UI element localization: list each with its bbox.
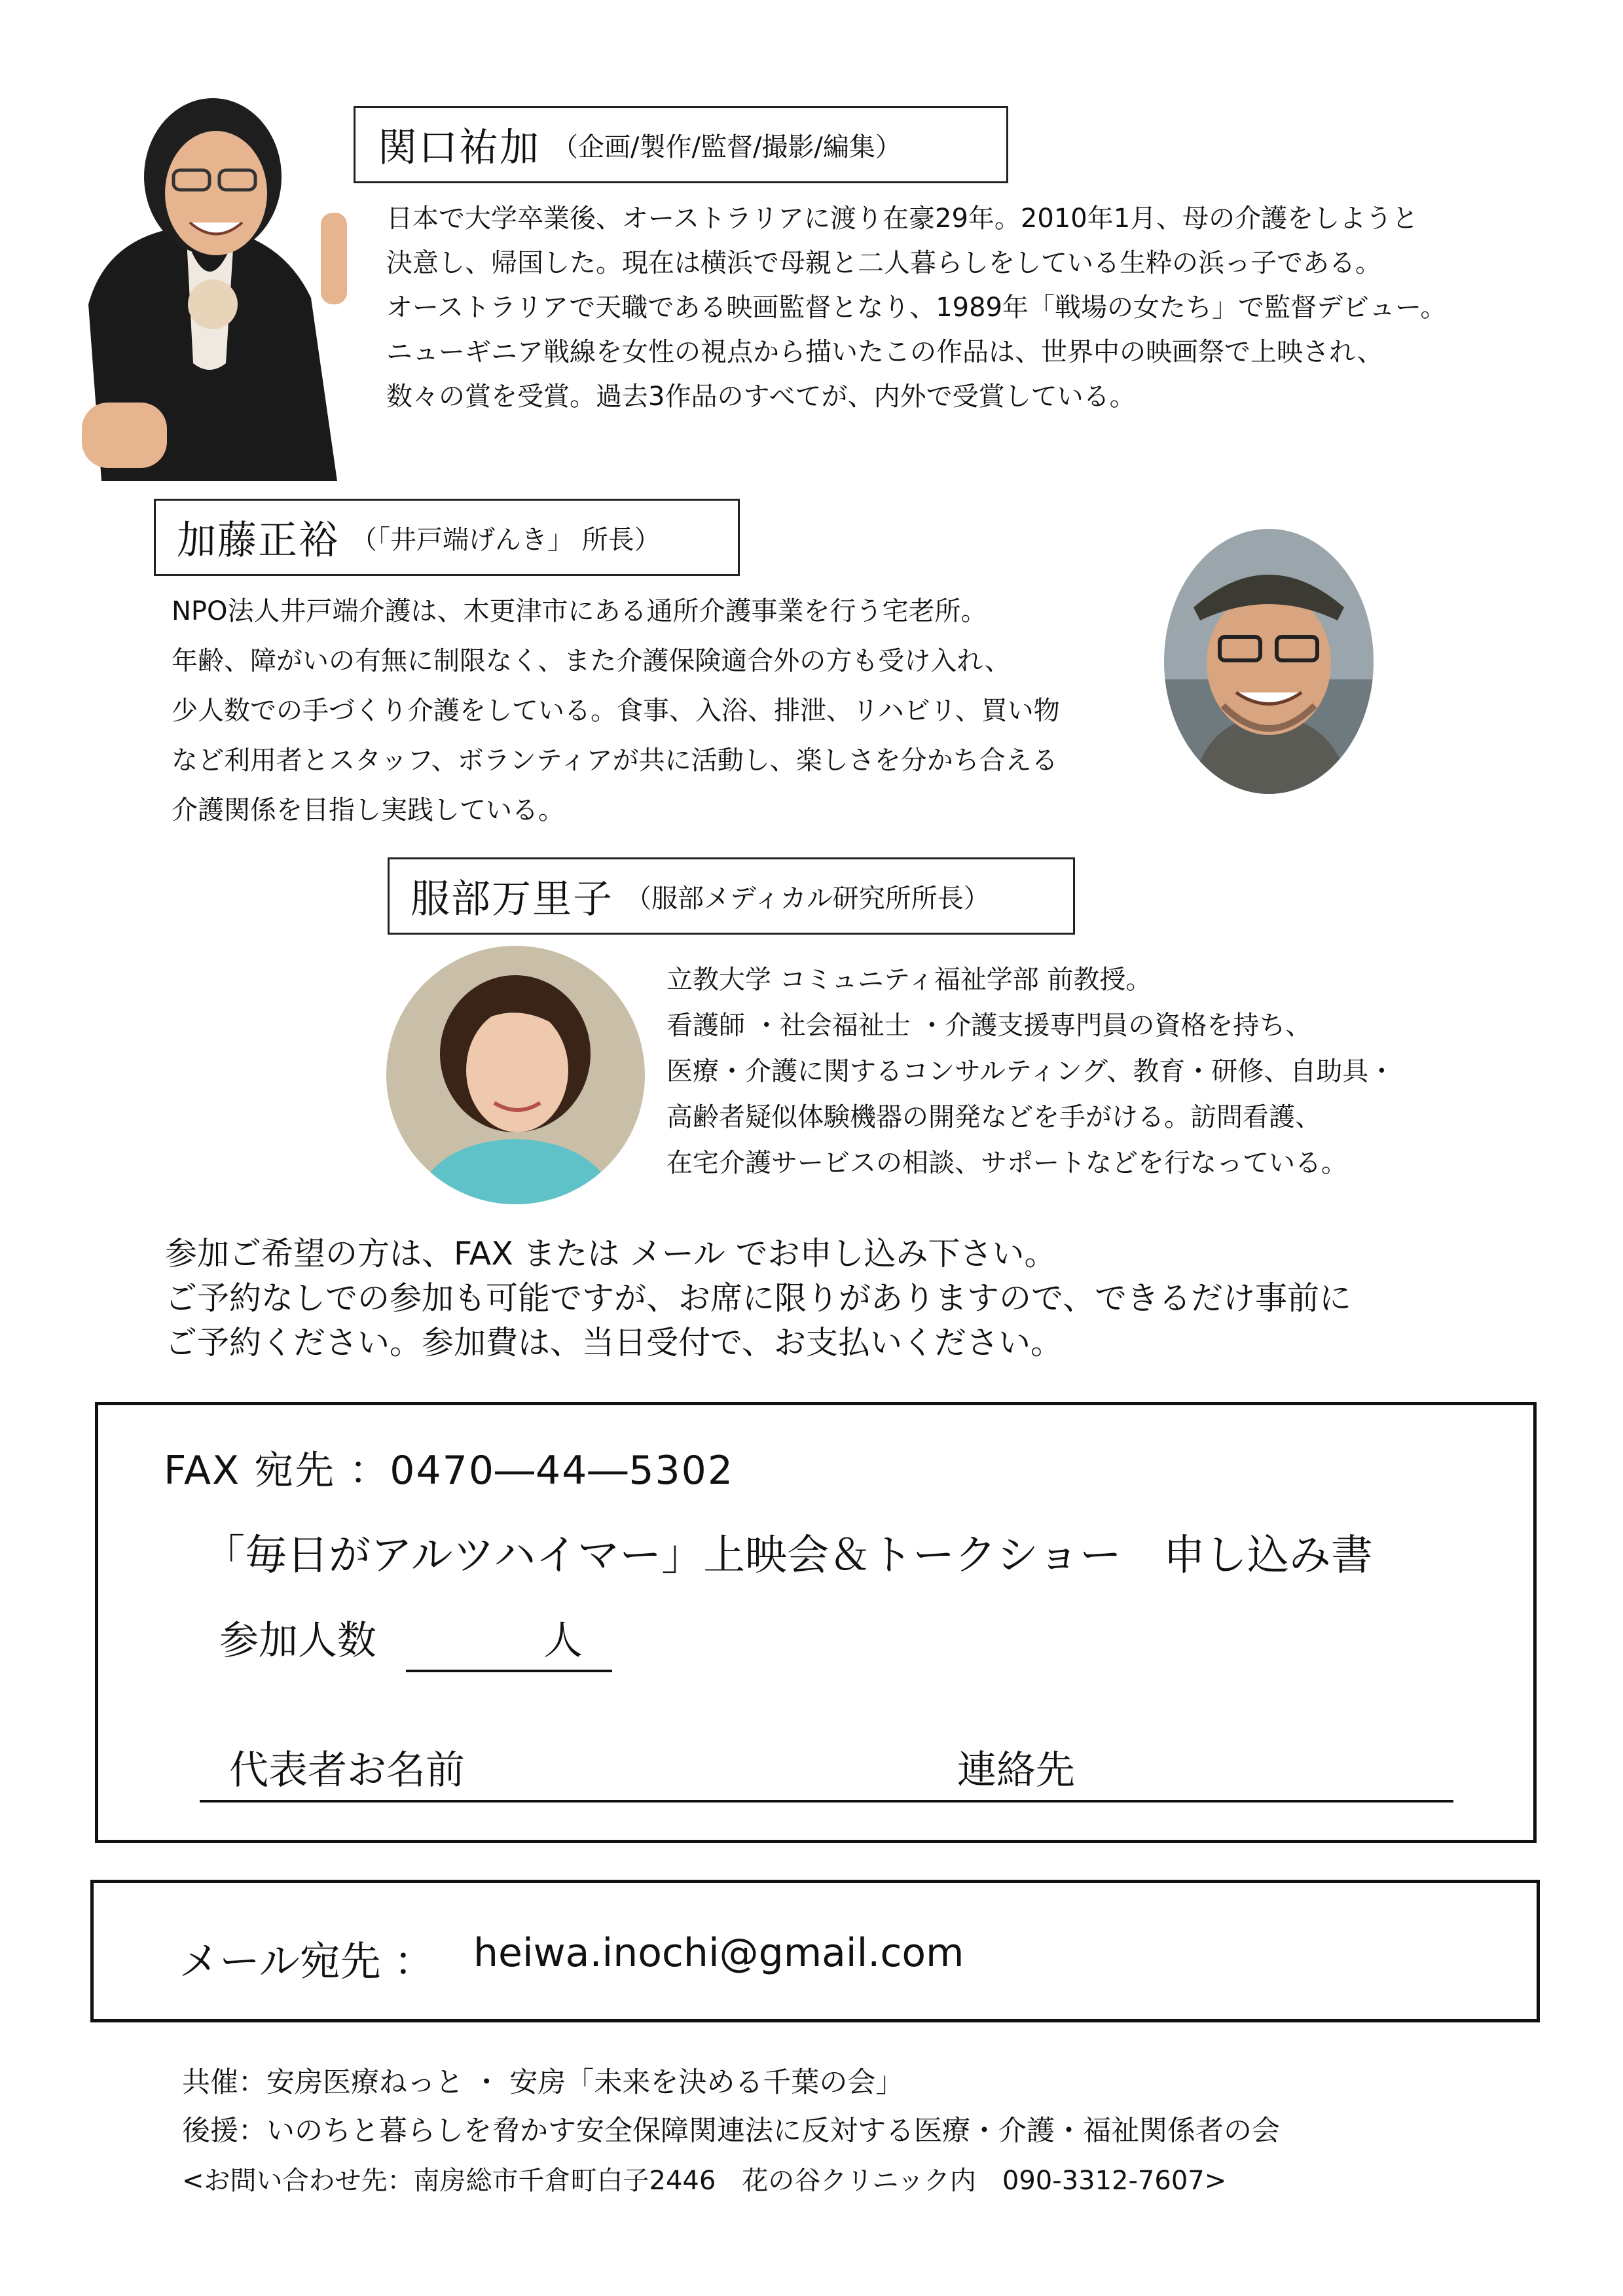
name-box-1 <box>354 106 1008 183</box>
bio-line: 日本で大学卒業後、オーストラリアに渡り在豪29年。2010年1月、母の介護をしようと <box>386 204 1419 234</box>
person-name-1: 関口祐加 <box>378 125 540 171</box>
person-bio-1 <box>386 196 1446 419</box>
bio-line: オーストラリアで天職である映画監督となり、1989年「戦場の女たち」で監督デビュー。 <box>386 293 1447 323</box>
person-role-2: （「井戸端げんき」 所長） <box>351 524 661 555</box>
portrait-photo-3 <box>386 946 645 1204</box>
person-role-3: （服部メディカル研究所所長） <box>625 883 990 914</box>
application-form <box>95 1402 1537 1843</box>
name-contact-field[interactable] <box>200 1736 1453 1803</box>
notice-line: 参加ご希望の方は、FAX または メール でお申し込み下さい。 <box>165 1235 1057 1272</box>
bio-line: ニューギニア戦線を女性の視点から描いたこの作品は、世界中の映画祭で上映され、 <box>386 337 1383 367</box>
mail-destination-box <box>90 1880 1540 2022</box>
bio-line: 年齢、障がいの有無に制限なく、また介護保険適合外の方も受け入れ、 <box>172 646 1011 676</box>
representative-name-label: 代表者お名前 <box>229 1748 465 1793</box>
person-bio-3 <box>666 957 1395 1186</box>
inquiry-line: <お問い合わせ先：南房総市千倉町白子2446 花の谷クリニック内 090-3312-7607> <box>182 2166 1227 2196</box>
bio-line: 数々の賞を受賞。過去3作品のすべてが、内外で受賞している。 <box>386 382 1136 412</box>
name-box-2 <box>154 499 740 576</box>
portrait-photo-2 <box>1164 529 1374 794</box>
bio-line: 高齢者疑似体験機器の開発などを手がける。訪問看護、 <box>666 1102 1321 1132</box>
bio-line: 看護師 ・社会福祉士 ・介護支援専門員の資格を持ち、 <box>666 1011 1312 1041</box>
person-name-2: 加藤正裕 <box>177 518 339 564</box>
contact-label: 連絡先 <box>957 1748 1075 1793</box>
fax-destination: FAX 宛先 ：0470―44―5302 <box>164 1448 735 1494</box>
person-name-3: 服部万里子 <box>410 876 613 922</box>
cohost-line: 共催：安房医療ねっと ・ 安房「未来を決める千葉の会」 <box>182 2066 904 2099</box>
mail-address-link[interactable]: heiwa.inochi@gmail.com <box>473 1930 964 1976</box>
person-role-1: （企画/製作/監督/撮影/編集） <box>552 132 902 162</box>
person-bio-2 <box>172 586 1060 835</box>
notice-line: ご予約なしでの参加も可能ですが、お席に限りがありますので、できるだけ事前に <box>165 1280 1352 1317</box>
form-title: 「毎日がアルツハイマー」上映会＆トークショー 申し込み書 <box>203 1532 1373 1580</box>
application-notice <box>165 1232 1351 1365</box>
mail-label: メール宛先 ： <box>179 1937 435 1985</box>
support-line: 後援：いのちと暮らしを脅かす安全保障関連法に反対する医療・介護・福祉関係者の会 <box>182 2115 1280 2147</box>
bio-line: NPO法人井戸端介護は、木更津市にある通所介護事業を行う宅老所。 <box>172 596 987 626</box>
notice-line: ご予約ください。参加費は、当日受付で、お支払いください。 <box>165 1324 1063 1361</box>
participant-count-unit: 人 <box>543 1618 583 1664</box>
participant-count-label: 参加人数 <box>219 1618 376 1664</box>
bio-line: 在宅介護サービスの相談、サポートなどを行なっている。 <box>666 1148 1347 1178</box>
bio-line: など利用者とスタッフ、ボランティアが共に活動し、楽しさを分かち合える <box>172 745 1058 776</box>
bio-line: 立教大学 コミュニティ福祉学部 前教授。 <box>666 965 1152 995</box>
portrait-photo-1 <box>62 88 360 481</box>
bio-line: 医療・介護に関するコンサルティング、教育・研修、自助具・ <box>666 1056 1395 1086</box>
name-box-3 <box>388 857 1075 935</box>
bio-line: 少人数での手づくり介護をしている。食事、入浴、排泄、リハビリ、買い物 <box>172 696 1060 726</box>
bio-line: 決意し、帰国した。現在は横浜で母親と二人暮らしをしている生粋の浜っ子である。 <box>386 248 1381 278</box>
bio-line: 介護関係を目指し実践している。 <box>172 795 564 825</box>
